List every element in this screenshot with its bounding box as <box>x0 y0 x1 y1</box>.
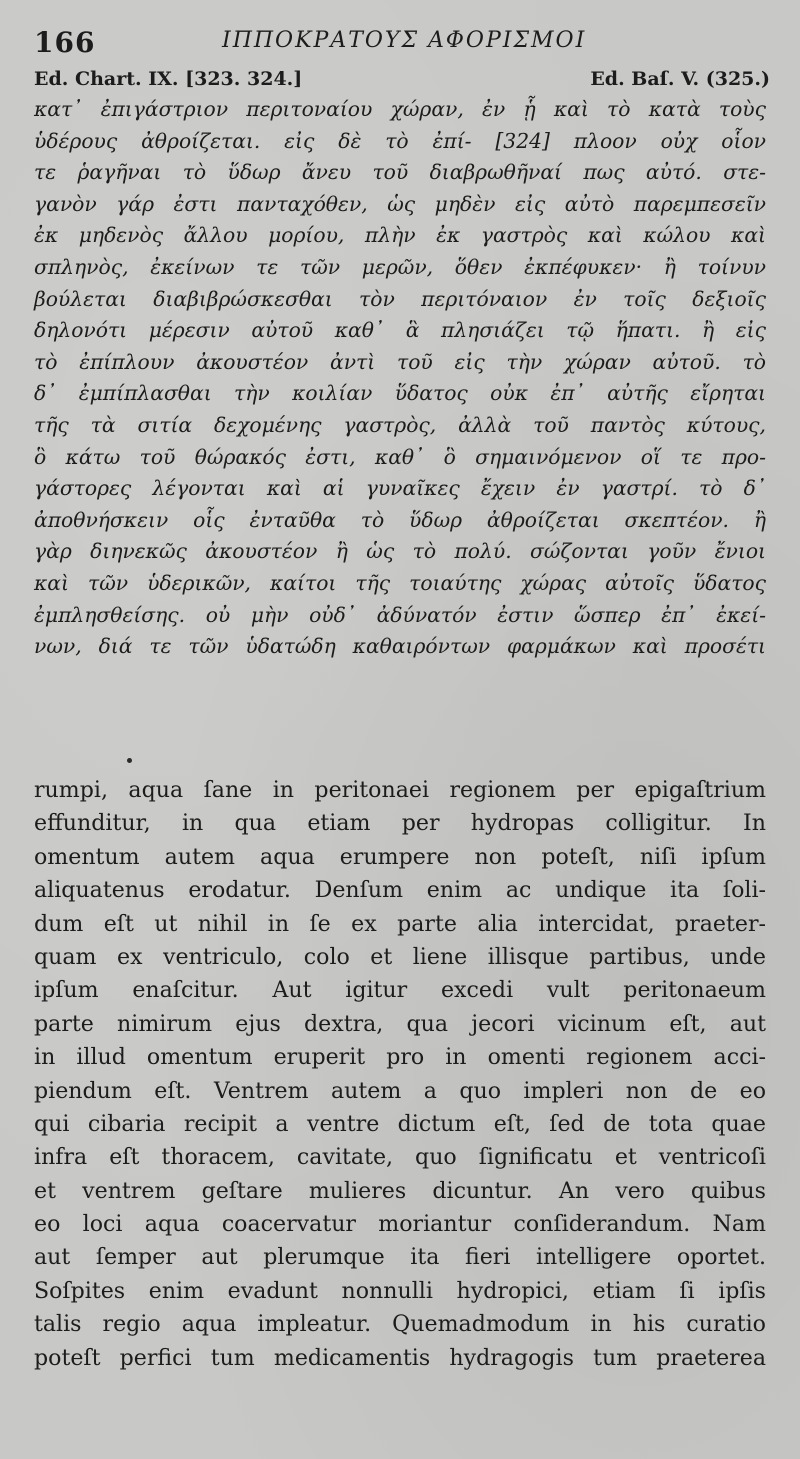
greek-text-line: δηλονότι μέρεσιν αὐτοῦ καθ᾽ ἃ πλησιάζει τῷ ἥπατι. ἢ εἰς <box>34 318 766 343</box>
latin-text-line: eo loci aqua coacervatur moriantur conſiderandum. Nam <box>34 1211 766 1238</box>
latin-text-line: aliquatenus erodatur. Denſum enim ac undique ita ſoli- <box>34 877 766 904</box>
print-speck <box>127 758 132 763</box>
latin-text-line: infra eſt thoracem, cavitate, quo ſignificatu et ventricoſi <box>34 1144 766 1171</box>
latin-text-line: Soſpites enim evadunt nonnulli hydropici, etiam ſi ipſis <box>34 1277 766 1304</box>
latin-text-line: in illud omentum eruperit pro in omenti regionem acci- <box>34 1044 766 1071</box>
latin-text-line: aut ſemper aut plerumque ita fieri intelligere oportet. <box>34 1244 766 1271</box>
greek-text-line: ὃ κάτω τοῦ θώρακός ἐστι, καθ᾽ ὃ σημαινόμενον οἵ τε προ- <box>34 444 766 469</box>
greek-text-line: τὸ ἐπίπλουν ἀκουστέον ἀντὶ τοῦ εἰς τὴν χώραν αὐτοῦ. τὸ <box>34 349 766 374</box>
greek-text-line: βούλεται διαβιβρώσκεσθαι τὸν περιτόναιον ἐν τοῖς δεξιοῖς <box>34 286 766 311</box>
latin-text-line: ipſum enaſcitur. Aut igitur excedi vult peritonaeum <box>34 977 766 1004</box>
latin-text-line: qui cibaria recipit a ventre dictum eſt, ſed de tota quae <box>34 1110 766 1137</box>
latin-text-line: dum eſt ut nihil in ſe ex parte alia intercidat, praeter- <box>34 910 766 937</box>
running-title: ΙΠΠΟΚΡΑΤΟΥΣ ΑΦΟΡΙΣΜΟΙ <box>222 28 587 53</box>
greek-text-line: γανὸν γάρ ἐστι πανταχόθεν, ὡς μηδὲν εἰς αὐτὸ παρεμπεσεῖν <box>34 191 766 216</box>
page-number: 166 <box>34 26 96 59</box>
greek-text-line: ἀποθνήσκειν οἷς ἐνταῦθα τὸ ὕδωρ ἀθροίζεται σκεπτέον. ἢ <box>34 507 766 532</box>
latin-text-line: parte nimirum ejus dextra, qua jecori vicinum eſt, aut <box>34 1010 766 1037</box>
edition-reference-line <box>34 68 770 96</box>
greek-text-line: ἐκ μηδενὸς ἄλλου μορίου, πλὴν ἐκ γαστρὸς καὶ κώλου καὶ <box>34 223 766 248</box>
latin-text-line: quam ex ventriculo, colo et liene illisque partibus, unde <box>34 943 766 970</box>
greek-text-line: τῆς τὰ σιτία δεχομένης γαστρὸς, ἀλλὰ τοῦ παντὸς κύτους, <box>34 412 766 437</box>
edition-basel-reference: Ed. Baſ. V. (325.) <box>590 68 770 90</box>
latin-text-line: piendum eſt. Ventrem autem a quo impleri non de eo <box>34 1077 766 1104</box>
edition-chart-reference: Ed. Chart. IX. [323. 324.] <box>34 68 303 90</box>
greek-text-line: γάστορες λέγονται καὶ αἱ γυναῖκες ἔχειν ἐν γαστρί. τὸ δ᾽ <box>34 476 766 501</box>
greek-text-line: σπληνὸς, ἐκείνων τε τῶν μερῶν, ὅθεν ἐκπέφυκεν· ἢ τοίνυν <box>34 254 766 279</box>
greek-text-line: ὑδέρους ἀθροίζεται. εἰς δὲ τὸ ἐπί- [324] πλοον οὐχ οἷον <box>34 128 766 153</box>
latin-text-line: poteſt perfici tum medicamentis hydragogis tum praeterea <box>34 1344 766 1371</box>
greek-text-line: γὰρ διηνεκῶς ἀκουστέον ἢ ὡς τὸ πολύ. σώζονται γοῦν ἔνιοι <box>34 539 766 564</box>
latin-text-line: talis regio aqua impleatur. Quemadmodum in his curatio <box>34 1311 766 1338</box>
latin-text-line: omentum autem aqua erumpere non poteſt, niſi ipſum <box>34 843 766 870</box>
greek-text-line: καὶ τῶν ὑδερικῶν, καίτοι τῆς τοιαύτης χώρας αὐτοῖς ὕδατος <box>34 570 766 595</box>
latin-text-block <box>34 774 766 1375</box>
greek-text-line: τε ῥαγῆναι τὸ ὕδωρ ἄνευ τοῦ διαβρωθῆναί πως αὐτό. στε- <box>34 160 766 185</box>
greek-text-line: κατ᾽ ἐπιγάστριον περιτοναίου χώραν, ἐν ᾗ καὶ τὸ κατὰ τοὺς <box>34 97 766 121</box>
greek-text-block <box>34 94 766 663</box>
latin-text-line: rumpi, aqua ſane in peritonaei regionem per epigaſtrium <box>34 777 766 803</box>
latin-text-line: et ventrem geſtare mulieres dicuntur. An vero quibus <box>34 1177 766 1204</box>
greek-text-line: νων, διά τε τῶν ὑδατώδη καθαιρόντων φαρμάκων καὶ προσέτι <box>34 634 766 659</box>
greek-text-line: δ᾽ ἐμπίπλασθαι τὴν κοιλίαν ὕδατος οὐκ ἐπ᾽ αὐτῆς εἴρηται <box>34 381 766 406</box>
page-header <box>34 26 770 66</box>
greek-text-line: ἐμπλησθείσης. οὐ μὴν οὐδ᾽ ἀδύνατόν ἐστιν ὥσπερ ἐπ᾽ ἐκεί- <box>34 602 766 627</box>
latin-text-line: effunditur, in qua etiam per hydropas colligitur. In <box>34 810 766 837</box>
